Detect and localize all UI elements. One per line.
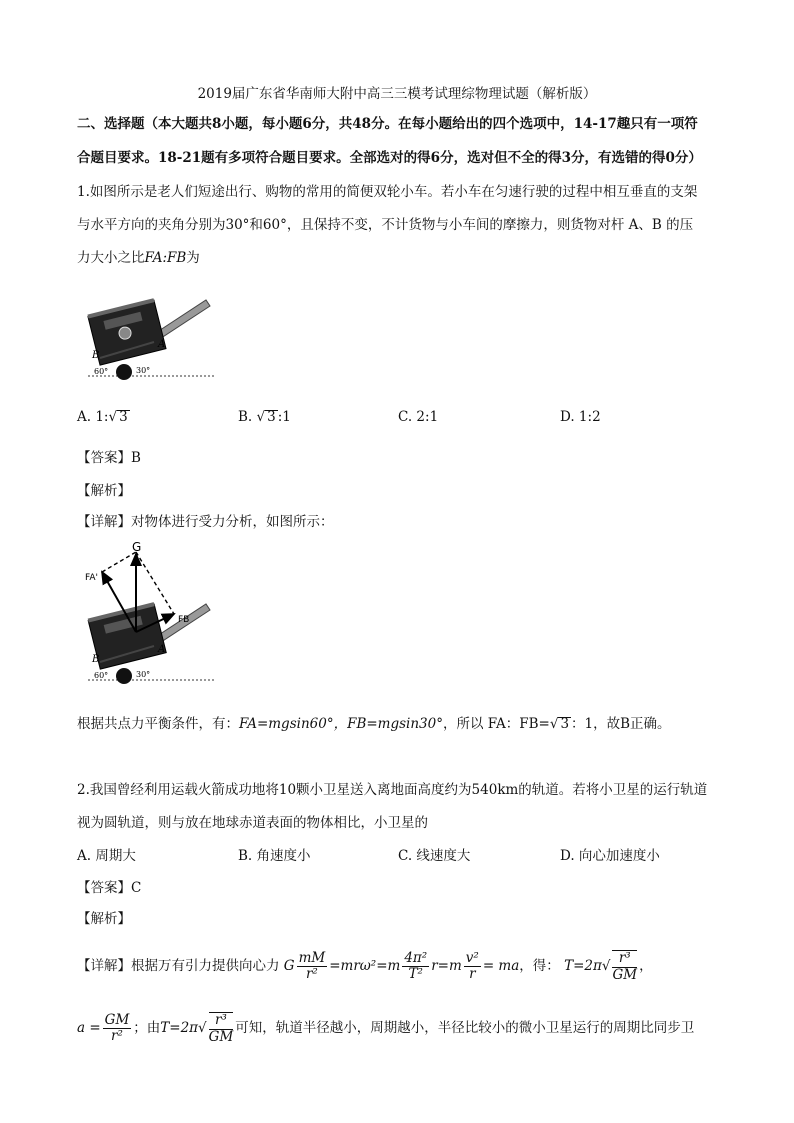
q1-option-a: A. 1:√ 3 — [77, 409, 128, 425]
q2-answer: 【答案】C — [77, 880, 142, 896]
q1-analysis-label: 【解析】 — [77, 483, 131, 499]
fig1-label-b: B — [92, 350, 100, 361]
q2-option-d: D. 向心加速度小 — [560, 848, 660, 864]
fig2-label-b: B — [92, 654, 100, 665]
q1-answer: 【答案】B — [77, 450, 141, 466]
fig1-angle-30: 30° — [136, 366, 151, 375]
q1-text-line1: 1.如图所示是老人们短途出行、购物的常用的简便双轮小车。若小车在匀速行驶的过程中相互垂直的支架 — [77, 184, 698, 200]
section-header-line1: 二、选择题（本大题共8小题，每小题6分，共48分。在每小题给出的四个选项中，14-17趣只有一项符 — [77, 116, 698, 132]
cart-figure-1 — [86, 292, 216, 386]
q2-text-line1: 2.我国曾经利用运载火箭成功地将10颗小卫星送入离地面高度约为540km的轨道。若将小卫星的运行轨道 — [77, 782, 708, 798]
q2-option-b: B. 角速度小 — [238, 848, 311, 864]
q2-option-c: C. 线速度大 — [398, 848, 471, 864]
q1-text-line3: 力大小之比FA:FB为 — [77, 250, 200, 266]
q1-text-line2: 与水平方向的夹角分别为30°和60°，且保持不变，不计货物与小车间的摩擦力，则货物对杆 A、B 的压 — [77, 217, 694, 233]
fig2-label-g: G — [132, 540, 142, 554]
q1-option-b: B. √ 3 :1 — [238, 409, 291, 425]
q1-conclusion: 根据共点力平衡条件，有：FA=mgsin60°，FB=mgsin30°，所以 FA：FB=√ 3 ：1，故B正确。 — [77, 716, 671, 732]
q1-detail: 【详解】对物体进行受力分析，如图所示： — [77, 514, 334, 530]
q2-formula-line1: 【详解】根据万有引力提供向心力 G $\frac{mM}{\text{r²}}$ =mrω²=m $\frac{\text{4π²}}{\text{T²}}$ r=m $\frac{\text{v²}}{r}$ = ma，得： T=2π√ $\frac{\text{r³}}{GM}$ ， — [77, 949, 653, 983]
fig2-label-fb: FB — [178, 615, 190, 625]
fig1-angle-60: 60° — [94, 367, 109, 376]
fig2-label-a: A — [158, 644, 166, 655]
force-ratio-symbol: FA:FB — [144, 250, 187, 266]
force-diagram-figure — [84, 540, 220, 690]
section-header-line2: 合题目要求。18-21题有多项符合题目要求。全部选对的得6分，选对但不全的得3分，有选错的得0分） — [77, 150, 702, 166]
fig1-label-a: A — [158, 339, 166, 350]
q1-option-c: C. 2:1 — [398, 409, 439, 425]
q2-option-a: A. 周期大 — [77, 848, 136, 864]
q1-option-d: D. 1:2 — [560, 409, 601, 425]
q2-analysis-label: 【解析】 — [77, 911, 131, 927]
fig2-angle-30: 30° — [136, 670, 151, 679]
fig2-angle-60: 60° — [94, 671, 109, 680]
q2-text-line2: 视为圆轨道，则与放在地球赤道表面的物体相比，小卫星的 — [77, 815, 428, 831]
q2-formula-line2: a = $\frac{GM}{\text{r²}}$ ；由T=2π√ $\frac{\text{r³}}{GM}$ 可知，轨道半径越小，周期越小，半径比较小的微小卫星运行的周期比同步卫 — [77, 1011, 695, 1045]
fig2-label-fa: FA' — [85, 573, 98, 583]
page-title: 2019届广东省华南师大附中高三三模考试理综物理试题（解析版） — [197, 86, 597, 102]
